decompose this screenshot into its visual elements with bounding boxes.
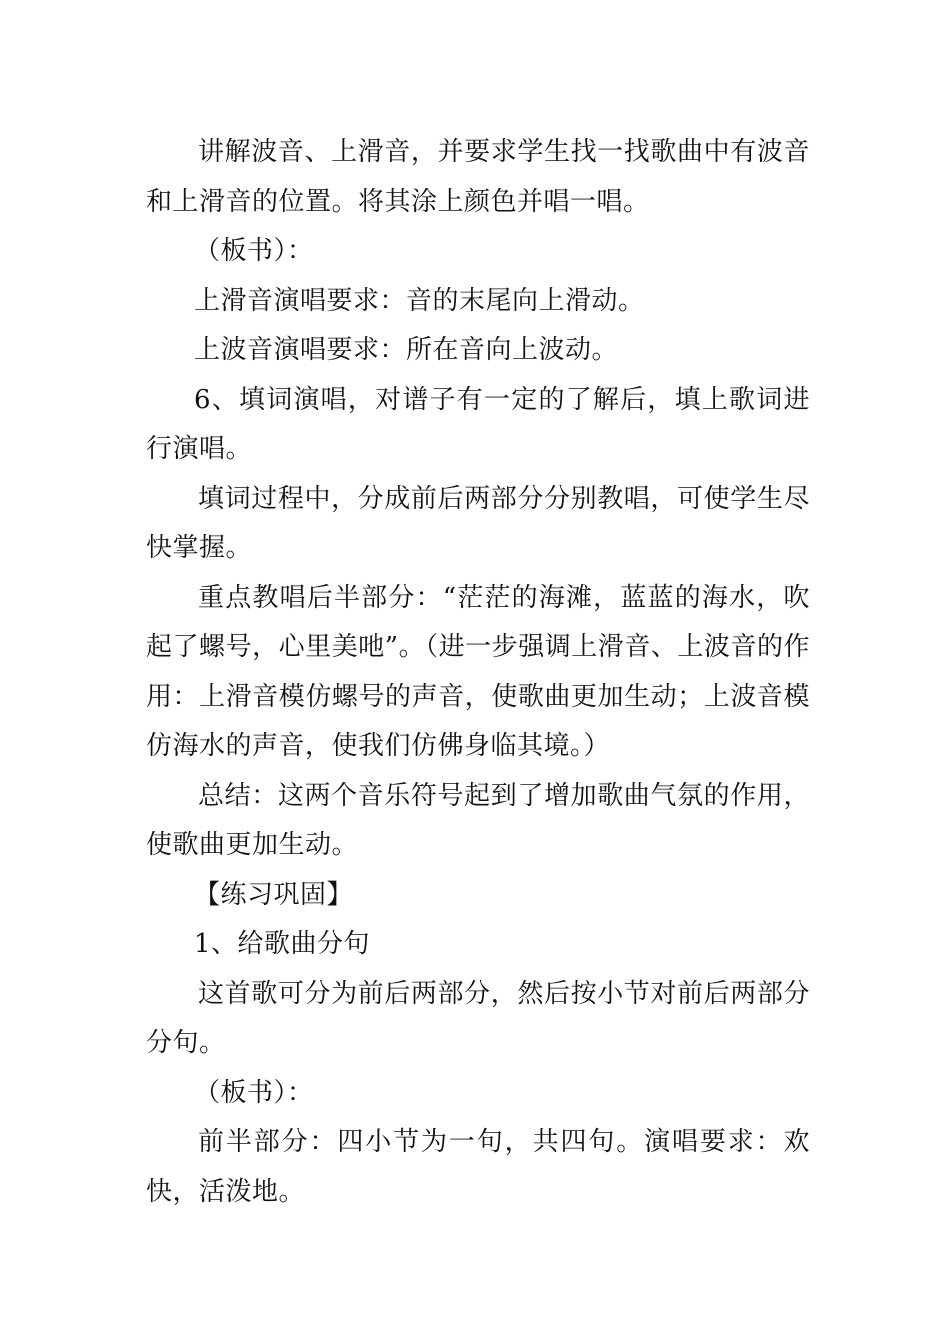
paragraph-lyrics-singing: 6、填词演唱，对谱子有一定的了解后，填上歌词进行演唱。 [146,384,810,464]
paragraph-first-half: 前半部分：四小节为一句，共四句。演唱要求：欢快，活泼地。 [146,1127,810,1207]
document-body [146,128,810,1217]
section-heading-practice: 【练习巩固】 [194,879,354,910]
paragraph-summary: 总结：这两个音乐符号起到了增加歌曲气氛的作用，使歌曲更加生动。 [146,780,810,860]
paragraph-phrase-division: 1、给歌曲分句 [194,929,371,959]
paragraph-explain-ornaments: 讲解波音、上滑音，并要求学生找一找歌曲中有波音和上滑音的位置。将其涂上颜色并唱一唱。 [146,137,810,217]
paragraph-two-parts: 这首歌可分为前后两部分，然后按小节对前后两部分分句。 [146,978,810,1058]
paragraph-board-note: （板书）： [194,236,314,266]
paragraph-board-note-2: （板书）： [194,1077,314,1108]
paragraph-glide-requirement: 上滑音演唱要求：音的末尾向上滑动。 [194,285,645,316]
paragraph-key-teaching: 重点教唱后半部分：“茫茫的海滩，蓝蓝的海水，吹起了螺号，心里美吔”。（进一步强调上滑音、上波音的作用：上滑音模仿螺号的声音，使歌曲更加生动；上波音模仿海水的声音，使我们仿佛身临其境。） [146,582,810,761]
paragraph-mordent-requirement: 上波音演唱要求：所在音向上波动。 [194,335,619,365]
paragraph-lyrics-process: 填词过程中，分成前后两部分分别教唱，可使学生尽快掌握。 [146,483,810,563]
